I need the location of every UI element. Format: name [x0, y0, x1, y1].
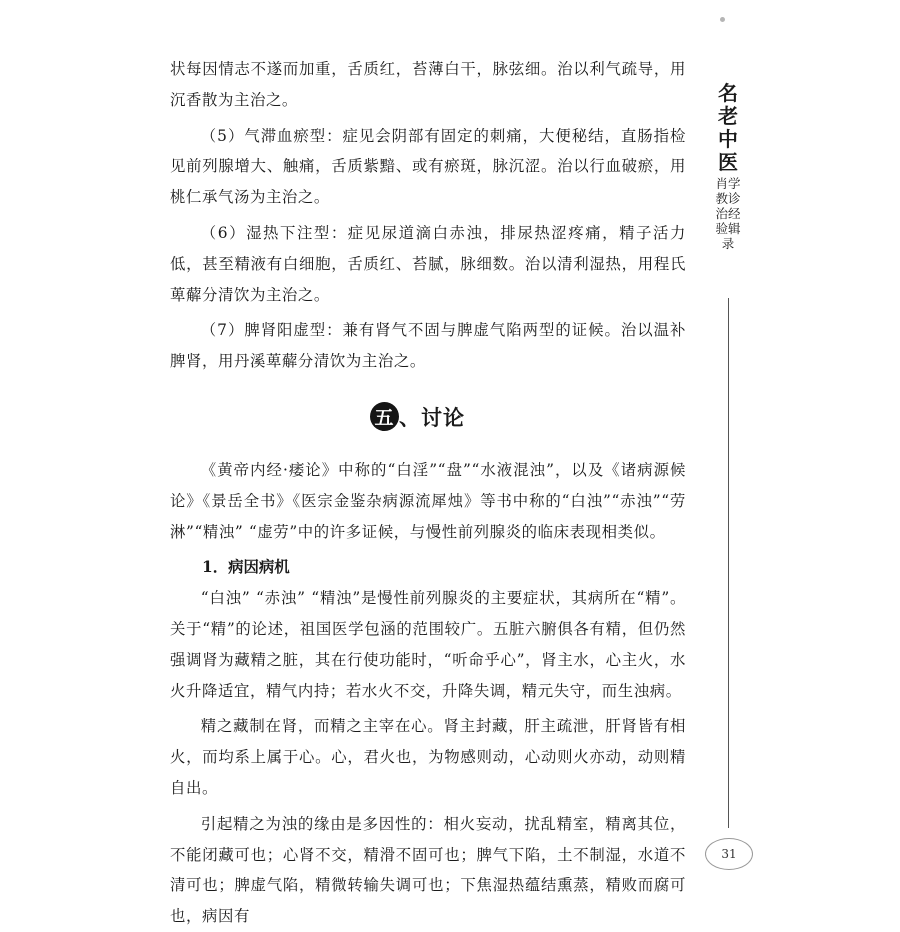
section-title: 、讨论 — [399, 404, 465, 430]
paragraph: 引起精之为浊的缘由是多因性的：相火妄动，扰乱精室，精离其位，不能闭藏可也；心肾不交，精滑不固可也；脾气下陷，土不制湿，水道不清可也；脾虚气陷，精微转输失调可也；下焦湿热蕴结熏蒸，精败而腐可也，病因有 — [170, 814, 686, 926]
paragraph: （5）气滞血瘀型：症见会阴部有固定的刺痛，大便秘结，直肠指检见前列腺增大、触痛，舌质紫黯、或有瘀斑，脉沉涩。治以行血破瘀，用桃仁承气汤为主治之。 — [170, 126, 686, 207]
margin-rule — [728, 298, 729, 828]
running-header — [714, 82, 742, 251]
paragraph: （7）脾肾阳虚型：兼有肾气不固与脾虚气陷两型的证候。治以温补脾肾，用丹溪萆薢分清饮为主治之。 — [170, 321, 686, 371]
book-subtitle: 肖学教诊治经验辑录 — [715, 176, 741, 251]
page-number: 31 — [705, 838, 753, 870]
paragraph: 精之藏制在肾，而精之主宰在心。肾主封藏，肝主疏泄，肝肾皆有相火，而均系上属于心。心，君火也，为物感则动，心动则火亦动，动则精自出。 — [170, 717, 686, 797]
decorative-dot — [720, 17, 725, 22]
subheading: 1．病因病机 — [202, 558, 290, 577]
section-number: 五 — [370, 402, 399, 431]
book-title: 名老中医 — [718, 81, 738, 174]
paragraph: （6）湿热下注型：症见尿道滴白赤浊，排尿热涩疼痛，精子活力低，甚至精液有白细胞，舌质红、苔腻，脉细数。治以清利湿热，用程氏萆薢分清饮为主治之。 — [170, 223, 686, 304]
paragraph: “白浊” “赤浊” “精浊”是慢性前列腺炎的主要症状，其病所在“精”。关于“精”的论述，祖国医学包涵的范围较广。五脏六腑俱各有精，但仍然强调肾为藏精之脏，其在行使功能时，“听命乎心”，肾主水，心主火，水火升降适宜，精气内持；若水火不交，升降失调，精元失守，而生浊病。 — [170, 589, 686, 700]
paragraph: 《黄帝内经·痿论》中称的“白淫”“盘”“水液混浊”，以及《诸病源候论》《景岳全书》《医宗金鉴杂病源流犀烛》等书中称的“白浊”“赤浊”“劳淋”“精浊” “虚劳”中的许多证候，与慢性前列腺炎的临床表现相类似。 — [170, 460, 686, 541]
paragraph: 状每因情志不遂而加重，舌质红，苔薄白干，脉弦细。治以利气疏导，用沉香散为主治之。 — [170, 60, 686, 109]
page-body — [170, 54, 686, 932]
section-heading — [170, 377, 686, 455]
